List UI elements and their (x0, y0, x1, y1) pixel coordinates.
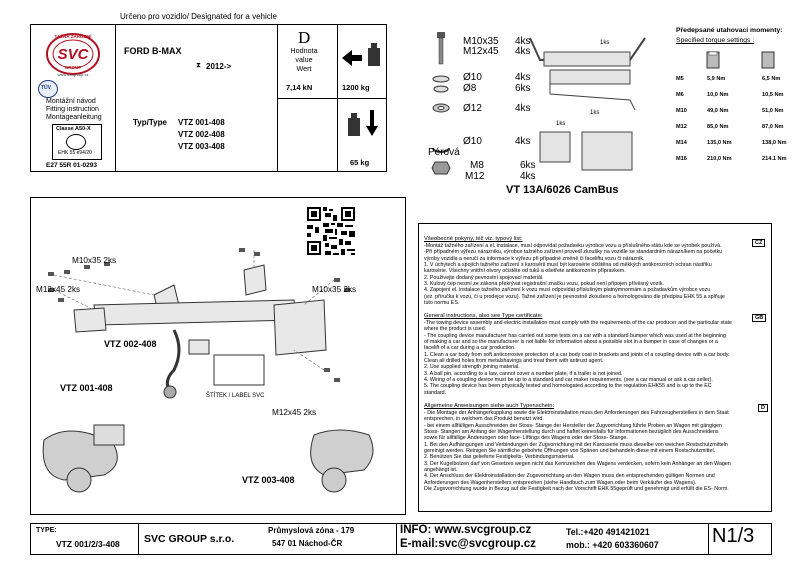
perova-label: Pérová (428, 147, 460, 158)
label-vtz001: VTZ 001-408 (60, 383, 113, 393)
footer-type-label: TYPE: (36, 527, 57, 534)
label-m10-right: M10x35 2ks (312, 285, 357, 294)
part-row-2: M12x45 (463, 46, 499, 57)
part-row-3: Ø10 (463, 72, 482, 83)
cz-tag: CZ (752, 239, 765, 247)
footer-page: N1/3 (712, 525, 755, 547)
ks-label-2: 1ks (590, 110, 600, 116)
label-vtz003: VTZ 003-408 (242, 475, 295, 485)
vehicle-year: 2012-> (206, 62, 232, 71)
vehicle-model: FORD B-MAX (124, 46, 182, 56)
footer-info-link[interactable]: INFO: www.svcgroup.cz (400, 524, 532, 536)
part-row-4: Ø8 (463, 83, 477, 94)
footer-address-2: 547 01 Náchod-ČR (272, 539, 343, 548)
logo-bottom-text: GROUP (64, 65, 82, 70)
type-3: VTZ 003-408 (178, 142, 225, 151)
type-label: Typ/Type (133, 118, 167, 127)
type-2: VTZ 002-408 (178, 130, 225, 139)
logo-url: www.svcgroup.cz (57, 72, 89, 77)
ks-label-3: 1ks (556, 121, 566, 127)
svc-logo (36, 30, 110, 78)
footer-address-1: Průmyslová zóna - 179 (268, 526, 355, 535)
gb-paragraph: -The towing device assembly and electric installation must comply with the requirements of the car producer and the particular state where the product is used. - The coupling device manufacturer has carried out some tests on a car with a standard bumper which was used at the beginning of making a car and so the manufacturer is not liable for information about a possible slot in a bumper in case of changes or a facelift of a car during a car production. 1. Clean a car body from soft anticorrosive protection of a car body coat in brackets and joints of a coupling device with a car body. Clean all drilled holes from metalshavings and treat them with antirust agent. 2. Use supplied strength joining material. 3. A ball pin, according to a law, cannot cover a number plate, if a trailer is not joined. 4. Wiring of a coupling device must be up to a standard and car maker requirements. (see a car manual or ask a car seller). 5. The coupling device has been physically tested and homologated according to the regulation EHK55 and is up to the EC standard. (424, 320, 732, 396)
torque-nut-icons (676, 50, 794, 70)
label-vtz002: VTZ 002-408 (104, 339, 157, 349)
footer-tel: Tel.:+420 491421021 (566, 527, 650, 537)
class-label: Classe A50-X (56, 126, 91, 132)
hourglass-icon: ⧗ (196, 62, 201, 69)
d-letter: D (298, 28, 311, 47)
torque-title: Předepsané utahovací momenty: (676, 27, 783, 34)
footer-email-link[interactable]: E-mail:svc@svcgroup.cz (400, 538, 536, 550)
d-value: 7,14 kN (286, 83, 313, 92)
part-row-1: M10x35 (463, 36, 499, 47)
ehk-label: EHK 55 e94/20 (58, 150, 92, 156)
label-m10-left: M10x35 2ks (72, 256, 117, 265)
towing-load-icon (340, 38, 384, 78)
parts-illustrations (420, 30, 670, 200)
cz-paragraph: -Montáž tažného zařízení a el. instalace, musí odpovídat požadavku výrobce vozu a příslušného státu kde se výrobek používá. -Při případném výřezu nárazníku, výrobce tažného zařízení provedl zkoušky na vozidle se standardním nárazníkem na početku výroby vozidla a neručí za informace k výřezu při případné změně či faceliftu vozu či nárazník. 1. V úchytech a spojích tažného zařízení s karosérií musí být karosérie očištěna od měkkých antikorozních ochran nástřiku karosérie. Všechny vnitřní otvory očistěte od tuků a ošetřete antikorozním přípravkem. 2. Používejte dodaný pevnostní spojovací materiál. 3. Kulový čep nesmí ze zákona překrývat registrační značku vozu, pokud není připojen přívěsný vozík. 4. Zapojení el. instalace tažného zařízení k vozu musí odpovídat příslušným platnýmnormám a požadavkům výrobce vozu (viz. příručka k vozu, či u prodejce vozu). Tažné zařízení je pevnostně zkoušeno a homologováno dle předpisu EHK 55 a splňuje tuto normu ES. (424, 243, 725, 307)
tuv-badge: TÜV (38, 80, 58, 98)
d-value-lines: Hodnota value Wert (290, 46, 318, 73)
footer-mob: mob.: +420 603360607 (566, 540, 659, 550)
d-paragraph: - Die Montage der Anhängerkupplung sowie die Elektroinstallation muss den Anforderungen des Fahrzeugherstellers in dem Staat entsprechen, in welchem das Produkt benutzt wird. - bei einem allfälligen Ausschneiden der Stoss- Stange der Hersteller der Zugvorrichtung führte Proben an Wagen mit gängigen Stoss- Stangen am Anfang der Wagenherstellung durch und haftet keinesfalls für Informationen bezüglich des Ausschneidens sowie für allfällige Änderungen oder face- Liftings des Wagens oder der Stoss- Stange. 1. Bei den Aufhängungen und Verbindungen der Zugvorrichtung mit der Karosserie muss dieselbe von weichen Rostschutzmitteln gereinigt werden. Reinigen Sie sämtliche gebohrte Öffnungen von Spänen und behandeln diese mit einem Rostschutzmittel. 2. Benützen Sie das gelieferte Festigkeits- Verbindungsmaterial. 3. Der Kugelbolzen darf von Gesetzes wegen nicht das Kennzeichen des Wagens verdecken, sofern kein Anhänger an den Wagen angehängt ist. 4. Der Anschluss der Elektroinstallation der Zugsvorrichtung an den Wagen muss den entsprechenden gültigen Normen und Anforderungen des Wagenherstellers entsprechen (siehe Handbuch zum Wagen,oder beim Verkäufer des Wagens). Die Zugsvorrichtung wurde in Bezug auf die Festigkeit nach der Vorschrift EHK 55geprüft und genehmigt und erfüllt die ES- Norm. (424, 410, 731, 493)
vertical-load: 65 kg (350, 158, 370, 167)
logo-brand: SVC (57, 46, 89, 63)
part-row-8: M12 (465, 171, 485, 182)
logo-top-text: TAŽNÁ ZAŘÍZENÍ (54, 34, 92, 39)
part-row-7: M8 (470, 160, 484, 171)
e-mark-circle (66, 134, 86, 150)
approval-number: E27 55R 01-0293 (46, 162, 97, 169)
d-title: Allgemeine Anweisungen siehe auch Typenschein: (424, 403, 555, 409)
d-tag: D (758, 404, 768, 412)
top-caption: Určeno pro vozidlo/ Designated for a vehicle (120, 12, 277, 21)
gb-tag: GB (752, 314, 766, 322)
type-1: VTZ 001-408 (178, 118, 225, 127)
ks-label-1: 1ks (600, 40, 610, 46)
torque-subtitle: Specified torque settings : (676, 37, 755, 44)
label-stitek: ŠTÍTEK / LABEL SVC (206, 393, 265, 399)
gb-title: General instructions, also see Type certificate: (424, 313, 543, 319)
manual-lines: Montážní návod Fitting instruction Montageanleitung (46, 98, 102, 121)
footer-company: SVC GROUP s.r.o. (144, 533, 235, 545)
towing-load: 1200 kg (342, 83, 370, 92)
footer-type-value: VTZ 001/2/3-408 (56, 539, 120, 549)
cz-title: Všeobecné pokyny, též viz. typový list: (424, 236, 523, 242)
part-row-6: Ø10 (463, 136, 482, 147)
hitch-diagram (34, 230, 404, 510)
label-m12-right: M12x45 2ks (272, 408, 317, 417)
label-m12-left: M12x45 2ks (36, 285, 81, 294)
part-row-5: Ø12 (463, 103, 482, 114)
vertical-load-icon (342, 106, 382, 146)
cambus-label: VT 13A/6026 CamBus (506, 184, 619, 196)
